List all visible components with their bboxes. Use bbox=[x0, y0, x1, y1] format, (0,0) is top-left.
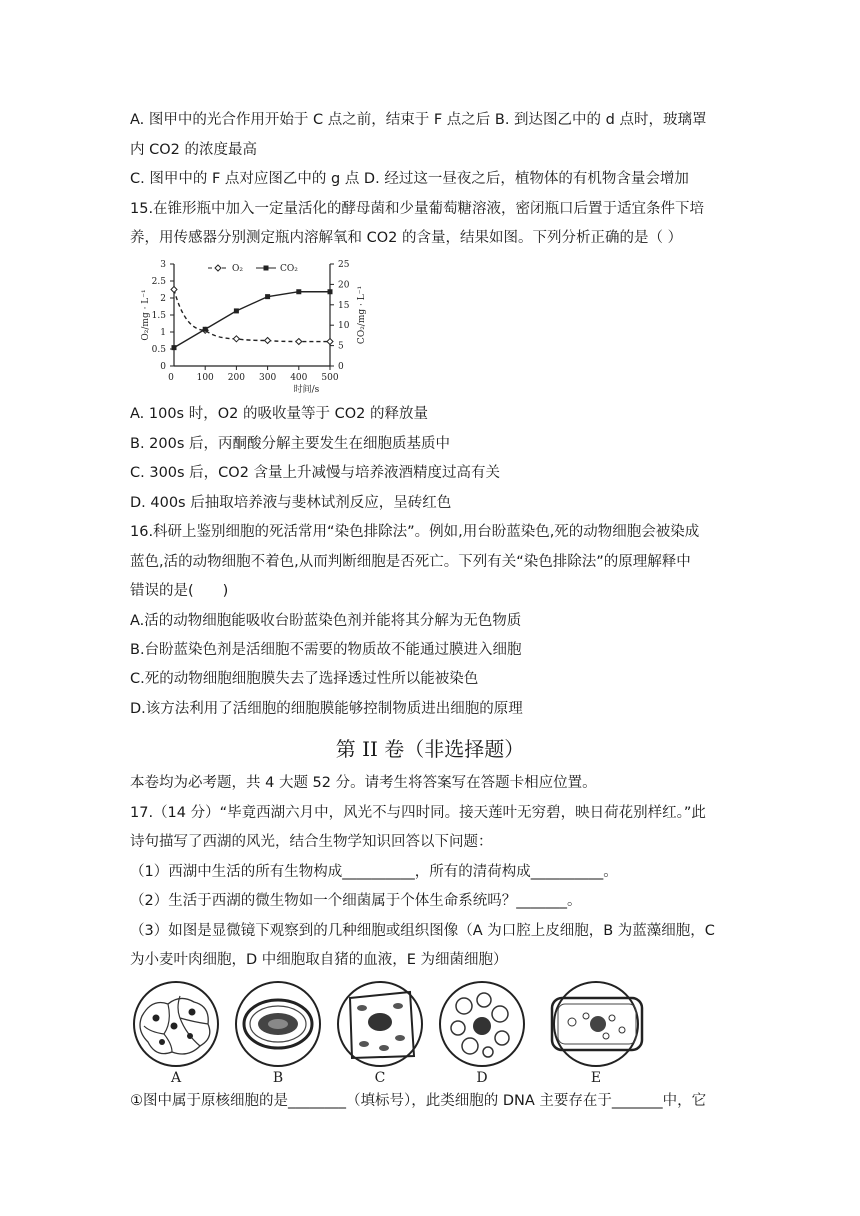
oxygen-co2-chart bbox=[130, 252, 380, 400]
q16-option-d: D.该方法利用了活细胞的细胞膜能够控制物质进出细胞的原理 bbox=[130, 701, 523, 717]
co2-data-point bbox=[265, 294, 270, 299]
legend-o2-marker bbox=[215, 265, 221, 271]
y-right-tick-label: 20 bbox=[338, 280, 350, 291]
y-left-axis-label: O₂/mg · L⁻¹ bbox=[141, 289, 151, 341]
o2-data-point bbox=[171, 287, 177, 293]
y-right-tick-label: 5 bbox=[338, 341, 344, 352]
chart-axes bbox=[174, 264, 330, 366]
x-tick-label: 500 bbox=[321, 373, 339, 383]
cell-image-e bbox=[552, 982, 642, 1066]
legend-o2-label: O₂ bbox=[232, 264, 243, 274]
section-instructions: 本卷均为必考题，共 4 大题 52 分。请考生将答案写在答题卡相应位置。 bbox=[130, 775, 597, 791]
y-left-tick-label: 1 bbox=[160, 328, 166, 338]
cell-labels bbox=[170, 1070, 601, 1086]
y-right-tick-label: 0 bbox=[338, 362, 344, 372]
question-16-line-3: 错误的是( ) bbox=[130, 583, 229, 599]
q15-option-b: B. 200s 后，丙酮酸分解主要发生在细胞质基质中 bbox=[130, 436, 451, 452]
q16-option-c: C.死的动物细胞细胞膜失去了选择透过性所以能被染色 bbox=[130, 671, 479, 687]
y-left-tick-label: 1.5 bbox=[151, 311, 166, 321]
co2-data-point bbox=[172, 345, 177, 350]
q17-part-2: （2）生活于西湖的微生物如一个细菌属于个体生命系统吗？_______。 bbox=[130, 893, 582, 909]
q15-option-a: A. 100s 时，O2 的吸收量等于 CO2 的释放量 bbox=[130, 406, 428, 422]
o2-data-point bbox=[296, 339, 302, 345]
cell-image-d bbox=[440, 982, 524, 1066]
y-left-tick-label: 2.5 bbox=[151, 277, 166, 287]
cell-label-a: A bbox=[170, 1070, 182, 1086]
y-left-tick-label: 2 bbox=[160, 294, 166, 304]
q15-option-c: C. 300s 后，CO2 含量上升减慢与培养液酒精度过高有关 bbox=[130, 465, 501, 481]
x-axis-label: 时间/s bbox=[293, 385, 320, 395]
q16-option-a: A.活的动物细胞能吸收台盼蓝染色剂并能将其分解为无色物质 bbox=[130, 613, 522, 629]
co2-data-point bbox=[234, 308, 239, 313]
legend-co2-label: CO₂ bbox=[280, 264, 298, 274]
chart-series bbox=[171, 287, 333, 351]
option-b-cont: 内 CO2 的浓度最高 bbox=[130, 142, 257, 158]
x-zero-label: 0 bbox=[168, 373, 174, 383]
cell-image-b bbox=[236, 982, 320, 1066]
q15-option-d: D. 400s 后抽取培养液与斐林试剂反应，呈砖红色 bbox=[130, 495, 452, 511]
chart-legend bbox=[208, 264, 298, 274]
q17-part-3-line-1: （3）如图是显微镜下观察到的几种细胞或组织图像（A 为口腔上皮细胞，B 为蓝藻细胞，C bbox=[130, 923, 715, 939]
x-tick-label: 400 bbox=[290, 373, 308, 383]
question-17-line-2: 诗句描写了西湖的风光，结合生物学知识回答以下问题： bbox=[130, 834, 493, 850]
question-16-line-1: 16.科研上鉴别细胞的死活常用“染色排除法”。例如,用台盼蓝染色,死的动物细胞会被染成 bbox=[130, 524, 700, 540]
cell-label-e: E bbox=[590, 1070, 602, 1086]
q17-part-1: （1）西湖中生活的所有生物构成__________，所有的清荷构成__________。 bbox=[130, 864, 618, 880]
q17-part-3-line-2: 为小麦叶肉细胞，D 中细胞取自猪的血液，E 为细菌细胞） bbox=[130, 952, 508, 968]
co2-data-point bbox=[296, 289, 301, 294]
y-right-tick-label: 15 bbox=[338, 300, 350, 311]
q17-subpart-1: ①图中属于原核细胞的是________（填标号），此类细胞的 DNA 主要存在于_______中，它 bbox=[130, 1093, 707, 1109]
cell-image-a bbox=[134, 982, 218, 1066]
question-16-line-2: 蓝色,活的动物细胞不着色,从而判断细胞是否死亡。下列有关“染色排除法”的原理解释中 bbox=[130, 554, 691, 570]
cell-label-c: C bbox=[374, 1070, 386, 1086]
series-line-co2 bbox=[174, 292, 330, 348]
x-tick-label: 200 bbox=[227, 373, 245, 383]
o2-data-point bbox=[327, 339, 333, 345]
cell-label-d: D bbox=[476, 1070, 488, 1086]
question-15-line-2: 养，用传感器分别测定瓶内溶解氧和 CO2 的含量，结果如图。下列分析正确的是（ ） bbox=[130, 230, 683, 246]
cell-label-b: B bbox=[272, 1070, 284, 1086]
y-left-tick-label: 0 bbox=[160, 362, 166, 372]
y-right-tick-label: 10 bbox=[338, 321, 350, 332]
x-tick-label: 300 bbox=[259, 373, 277, 383]
question-17-line-1: 17.（14 分）“毕竟西湖六月中，风光不与四时同。接天莲叶无穷碧，映日荷花别样红。”此 bbox=[130, 805, 706, 821]
y-right-tick-label: 25 bbox=[338, 260, 350, 270]
y-left-tick-label: 3 bbox=[160, 260, 166, 270]
chart-ticks bbox=[141, 260, 367, 395]
q16-option-b: B.台盼蓝染色剂是活细胞不需要的物质故不能通过膜进入细胞 bbox=[130, 642, 522, 658]
question-15-line-1: 15.在锥形瓶中加入一定量活化的酵母菌和少量葡萄糖溶液，密闭瓶口后置于适宜条件下培 bbox=[130, 201, 705, 217]
y-right-axis-label: CO₂/mg · L⁻¹ bbox=[357, 285, 367, 345]
co2-data-point bbox=[203, 327, 208, 332]
legend-co2-marker bbox=[264, 266, 269, 271]
cell-image-c bbox=[338, 982, 422, 1066]
o2-data-point bbox=[233, 336, 239, 342]
option-c-d-q14: C. 图甲中的 F 点对应图乙中的 g 点 D. 经过这一昼夜之后，植物体的有机物含量会增加 bbox=[130, 171, 689, 187]
o2-data-point bbox=[265, 338, 271, 344]
option-a-b-q14: A. 图甲中的光合作用开始于 C 点之前，结束于 F 点之后 B. 到达图乙中的 d 点时，玻璃罩 bbox=[130, 112, 707, 128]
co2-data-point bbox=[328, 289, 333, 294]
cell-images-figure bbox=[128, 978, 748, 1086]
y-left-tick-label: 0.5 bbox=[151, 345, 166, 355]
section-title: 第 II 卷（非选择题） bbox=[335, 737, 525, 761]
x-tick-label: 100 bbox=[196, 373, 214, 383]
